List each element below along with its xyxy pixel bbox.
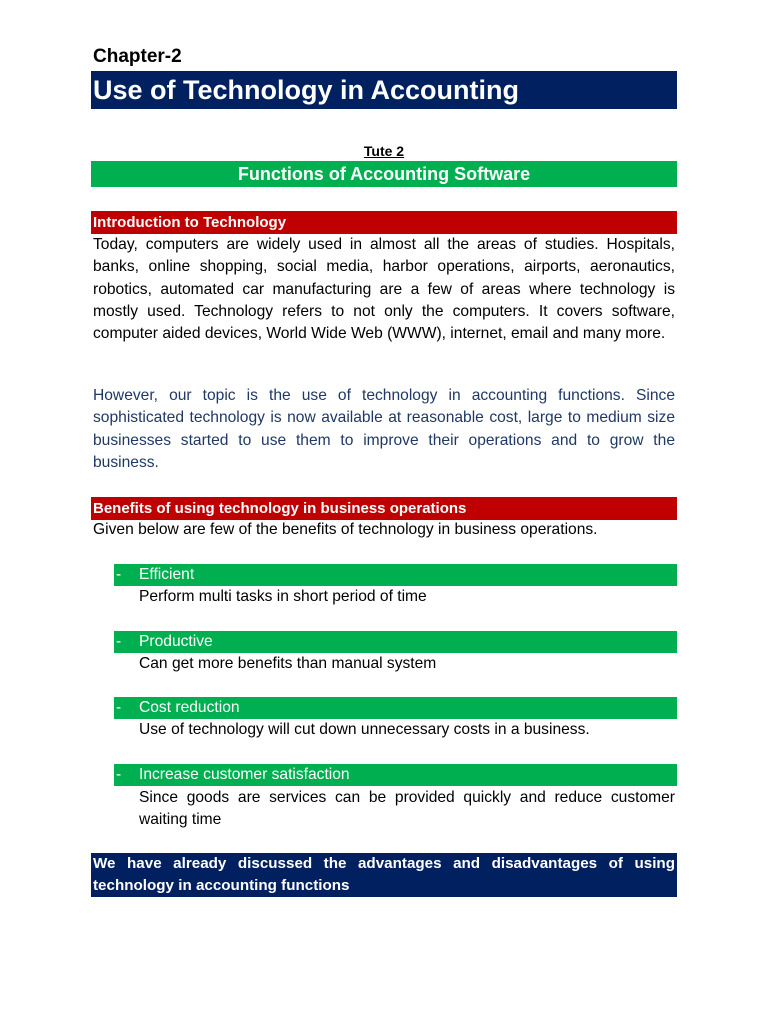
- topic-paragraph: However, our topic is the use of technology in accounting functions. Since sophisticated technology is now available at reasonable cost, large to medium size businesses started to use them to improve their operations and to grow the business.: [93, 387, 675, 471]
- benefit-bar-productive: [114, 631, 677, 653]
- benefit-title: Productive: [139, 633, 213, 650]
- chapter-title: Use of Technology in Accounting: [91, 71, 677, 109]
- benefit-bar-customer-satisfaction: [114, 764, 677, 786]
- intro-paragraph: Today, computers are widely used in almost all the areas of studies. Hospitals, banks, online shopping, social media, harbor operations, airports, aeronautics, robotics, automated car manufacturing are a few of areas where technology is mostly used. Technology refers to not only the computers. It covers software, computer aided devices, World Wide Web (WWW), internet, email and many more.: [93, 236, 675, 343]
- benefit-title: Cost reduction: [139, 699, 240, 716]
- tute-label: Tute 2: [363, 143, 405, 159]
- closing-note: We have already discussed the advantages and disadvantages of using technology in accounting functions: [91, 853, 677, 897]
- benefit-description: Use of technology will cut down unnecessary costs in a business.: [139, 721, 590, 738]
- bullet-dash: -: [116, 633, 122, 650]
- benefit-title: Efficient: [139, 566, 195, 583]
- benefit-bar-efficient: [114, 564, 677, 586]
- section-title: Functions of Accounting Software: [91, 161, 677, 187]
- bullet-dash: -: [116, 566, 122, 583]
- benefits-heading: Benefits of using technology in business operations: [91, 497, 677, 520]
- chapter-label: Chapter-2: [93, 46, 182, 67]
- benefit-description: Perform multi tasks in short period of time: [139, 588, 427, 605]
- bullet-dash: -: [116, 766, 122, 783]
- benefits-intro: Given below are few of the benefits of technology in business operations.: [93, 521, 598, 538]
- benefit-title: Increase customer satisfaction: [139, 766, 350, 783]
- bullet-dash: -: [116, 699, 122, 716]
- benefit-description: Can get more benefits than manual system: [139, 655, 437, 672]
- benefit-bar-cost-reduction: [114, 697, 677, 719]
- intro-heading: Introduction to Technology: [91, 211, 677, 234]
- benefit-description: Since goods are services can be provided quickly and reduce customer waiting time: [139, 789, 675, 829]
